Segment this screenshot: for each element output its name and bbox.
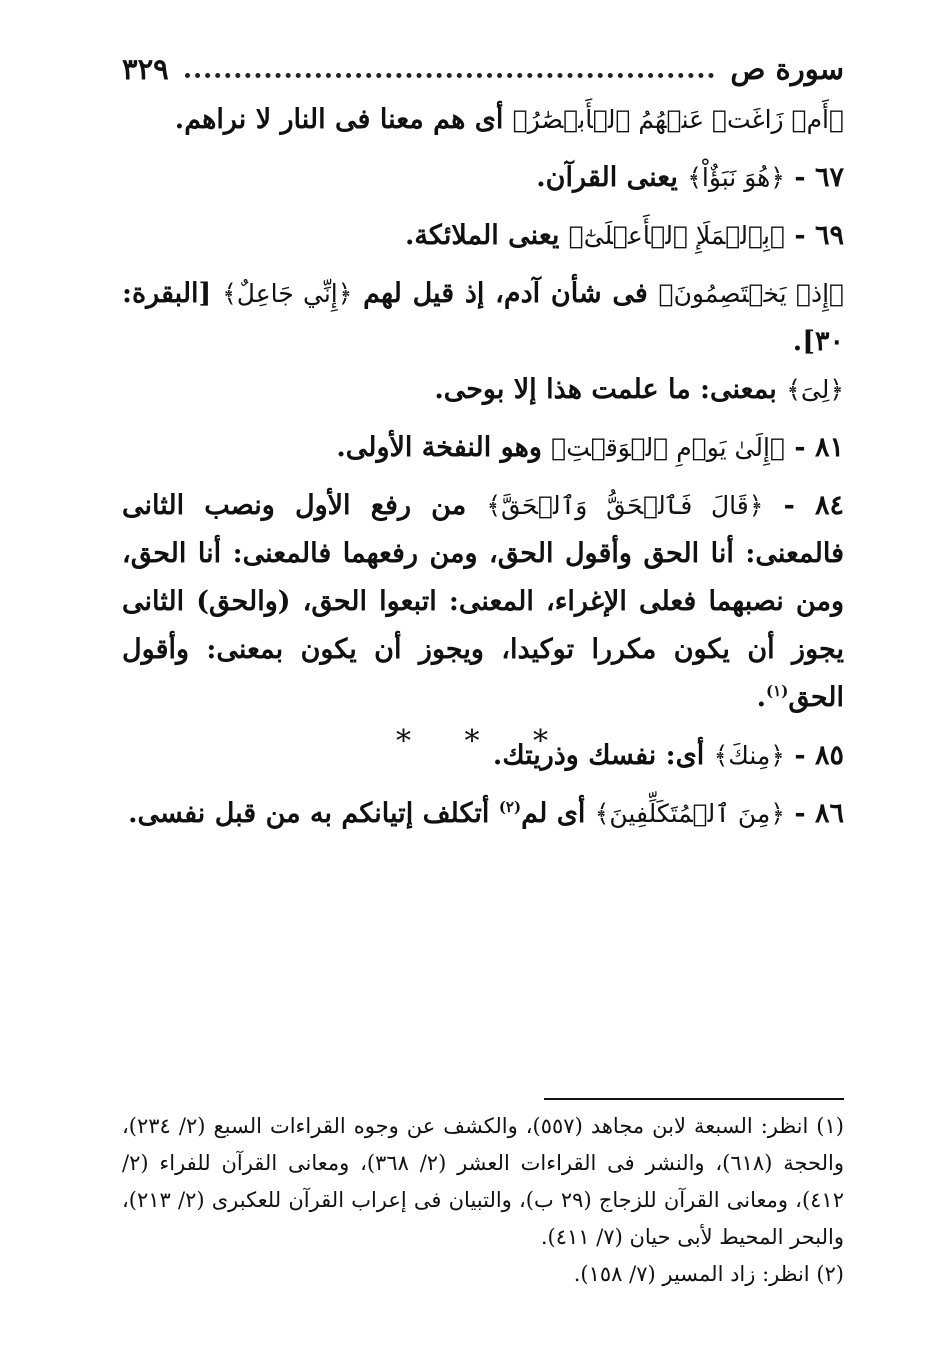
footnote-1: (١) انظر: السبعة لابن مجاهد (٥٥٧)، والكشف عن وجوه القراءات السبع (٢/ ٢٣٤)، والحجة (٦١٨)، والنشر فى القراءات العشر (٢/ ٣٦٨)، ومعانى القرآن للفراء (٢/ ٤١٢)، ومعانى القرآن للزجاج (٢٩ ب)، والتبيان فى إعراب القرآن للعكبرى (٢/ ٢١٣)، والبحر المحيط لأبى حيان (٧/ ٤١١). [122, 1114, 844, 1249]
quran-quote: ﴿إِذۡ يَخۡتَصِمُونَ﴾ [658, 279, 845, 308]
footnote-divider [544, 1098, 844, 1100]
quran-quote: ﴿إِنِّي جَاعِلٌ﴾ [222, 279, 353, 308]
quran-quote: ﴿هُوَ نَبَؤٌاْ﴾ [687, 163, 785, 192]
footnote-2: (٢) انظر: زاد المسير (٧/ ١٥٨). [573, 1262, 844, 1286]
entry-text: من رفع الأول ونصب الثانى فالمعنى: أنا الحق وأقول الحق، ومن رفعهما فالمعنى: أنا الحق، ومن نصبهما فعلى الإغراء، المعنى: اتبعوا الحق، (والحق) الثانى يجوز أن يكون مكررا توكيدا، ويجوز أن يكون بمعنى: وأقول الحق [122, 490, 844, 713]
entry-yakhtasimun [122, 270, 844, 414]
entry-text: بمعنى: ما علمت هذا إلا بوحى. [434, 374, 787, 405]
entry-text: أى هم معنا فى النار لا نراهم. [174, 104, 513, 135]
entry-text: يعنى القرآن. [536, 162, 688, 193]
entry-text: يعنى الملائكة. [405, 220, 569, 251]
quran-quote: ﴿مِنكَ﴾ [713, 741, 785, 770]
quran-quote: ﴿لِىَ﴾ [786, 375, 844, 404]
footnotes [122, 1108, 844, 1293]
entry-81 [122, 424, 844, 472]
quran-quote: ﴿مِنَ ٱلۡمُتَكَلِّفِينَ﴾ [594, 799, 785, 828]
footnote-ref[interactable]: (١) [766, 682, 789, 700]
leader-dots [185, 73, 715, 78]
footnote-ref[interactable]: (٢) [498, 798, 522, 816]
entry-text: أى: نفسك وذريتك. [492, 740, 714, 771]
verse-number: ٨٤ - [763, 490, 844, 521]
section-separator: * * * [395, 724, 571, 759]
entry-67 [122, 154, 844, 202]
entry-86: ٨٦ - ﴿مِنَ ٱلۡمُتَكَلِّفِينَ﴾ أى لم$^{(٢)}$ أتكلف إتيانكم به من قبل نفسى. [128, 798, 844, 829]
verse-number: ٦٩ - [784, 220, 844, 251]
entry-1 [122, 96, 844, 144]
page-number: ٣٢٩ [122, 52, 169, 86]
quran-quote: ﴿إِلَىٰ يَوۡمِ ٱلۡوَقۡتِ﴾ [551, 433, 785, 462]
quran-quote: ﴿قَالَ فَٱلۡحَقُّ وَٱلۡحَقَّ﴾ [486, 491, 764, 520]
entry-69 [122, 212, 844, 260]
entry-text: وهو النفخة الأولى. [336, 432, 552, 463]
running-header [122, 44, 844, 94]
entry-text: أى لم [521, 798, 595, 829]
verse-number: ٨٥ - [784, 740, 844, 771]
entry-text: فى شأن آدم، إذ قيل لهم [352, 278, 659, 309]
verse-number: ٦٧ - [784, 162, 844, 193]
entry-text: [البقرة: ٣٠]. [122, 278, 844, 357]
surah-title: سورة ص [730, 52, 844, 86]
verse-number: ٨١ - [784, 432, 844, 463]
quran-quote: ﴿أَمۡ زَاغَتۡ عَنۡهُمُ ٱلۡأَبۡصَٰرُ﴾ [512, 105, 844, 134]
quran-quote: ﴿بِٱلۡمَلَإِ ٱلۡأَعۡلَىٰٓ﴾ [568, 221, 785, 250]
verse-number: ٨٦ - [784, 798, 844, 829]
entry-84: ٨٤ - ﴿قَالَ فَٱلۡحَقُّ وَٱلۡحَقَّ﴾ من رفع الأول ونصب الثانى فالمعنى: أنا الحق وأقول الحق، ومن رفعهما فالمعنى: أنا الحق، ومن نصبهما فعلى الإغراء، المعنى: اتبعوا الحق، (والحق) الثانى يجوز أن يكون مكررا توكيدا، ويجوز أن يكون بمعنى: وأقول الحق$^{(١)}$. [122, 490, 844, 713]
